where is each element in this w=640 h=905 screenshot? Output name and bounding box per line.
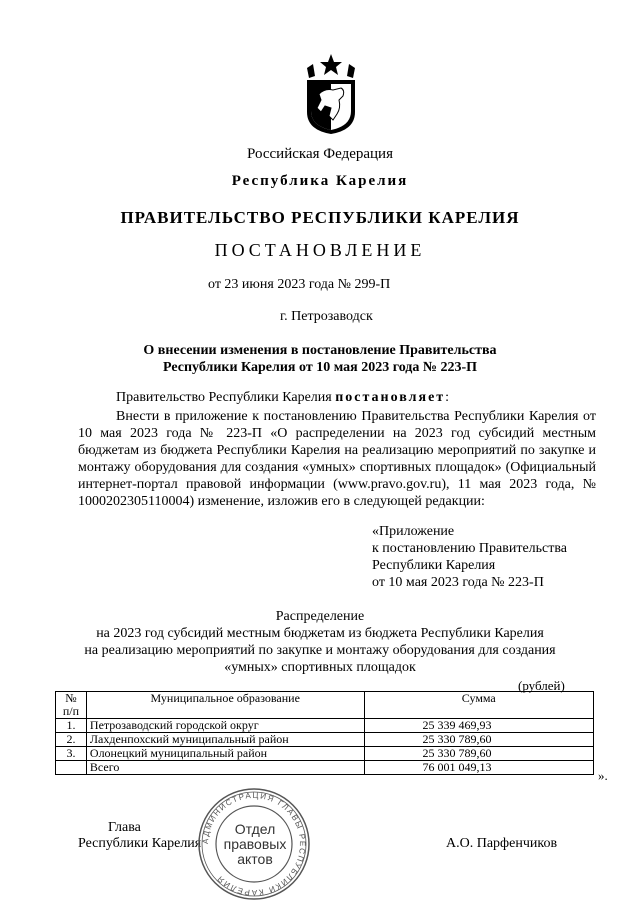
document-city: г. Петрозаводск bbox=[280, 309, 373, 324]
government-title: ПРАВИТЕЛЬСТВО РЕСПУБЛИКИ КАРЕЛИЯ bbox=[120, 208, 520, 227]
appendix-line-2: к постановлению Правительства bbox=[372, 541, 568, 556]
row-number: 1. bbox=[56, 719, 87, 733]
header-municipality: Муниципальное образование bbox=[86, 692, 364, 719]
row-sum: 25 330 789,60 bbox=[364, 733, 593, 747]
header-number: № п/п bbox=[56, 692, 87, 719]
stamp-center-text bbox=[220, 822, 290, 867]
row-sum: 25 339 469,93 bbox=[364, 719, 593, 733]
document-type: ПОСТАНОВЛЕНИЕ bbox=[214, 240, 426, 260]
distribution-title: Распределение bbox=[275, 609, 365, 624]
table-row bbox=[56, 733, 594, 747]
distribution-heading bbox=[0, 608, 640, 676]
row-municipality: Олонецкий муниципальный район bbox=[86, 747, 364, 761]
appendix-line-4: от 10 мая 2023 года № 223-П bbox=[372, 575, 544, 590]
row-number: 2. bbox=[56, 733, 87, 747]
appendix-line-1: «Приложение bbox=[372, 524, 455, 539]
row-number: 3. bbox=[56, 747, 87, 761]
total-label: Всего bbox=[86, 761, 364, 775]
closing-quote: ». bbox=[598, 768, 608, 783]
distribution-line-4: «умных» спортивных площадок bbox=[224, 660, 416, 675]
row-municipality: Лахденпохский муниципальный район bbox=[86, 733, 364, 747]
total-number-cell bbox=[56, 761, 87, 775]
row-municipality: Петрозаводский городской округ bbox=[86, 719, 364, 733]
main-paragraph: Внести в приложение к постановлению Правительства Республики Карелия от 10 мая 2023 года № 223-П «О распределении на 2023 год субсидий местным бюджетам из бюджета Республики Карелия на реализацию мероприятий по закупке и монтажу оборудования для создания «умных» спортивных площадок» (Официальный интернет-портал правовой информации (www.pravo.gov.ru), 11 мая 2023 года, № 1000202305110004) изменение, изложив его в следующей редакции: bbox=[78, 409, 596, 509]
intro-decree-word: постановляет bbox=[335, 390, 446, 405]
intro-prefix: Правительство Республики Карелия bbox=[116, 390, 336, 405]
document-subject bbox=[0, 342, 640, 376]
appendix-line-3: Республики Карелия bbox=[372, 558, 496, 573]
intro-paragraph bbox=[116, 390, 449, 406]
signatory-name: А.О. Парфенчиков bbox=[446, 836, 558, 851]
total-sum: 76 001 049,13 bbox=[364, 761, 593, 775]
stamp-line-1: Отдел bbox=[234, 821, 276, 837]
subject-line-2: Республики Карелия от 10 мая 2023 года № 223-П bbox=[162, 360, 478, 375]
table-row bbox=[56, 719, 594, 733]
table-header-row bbox=[56, 692, 594, 719]
republic-line: Республика Карелия bbox=[231, 173, 409, 189]
distribution-line-3: на реализацию мероприятий по закупке и монтажу оборудования для создания bbox=[84, 643, 556, 658]
table-total-row bbox=[56, 761, 594, 775]
signatory-title-2: Республики Карелия bbox=[78, 836, 202, 851]
row-sum: 25 330 789,60 bbox=[364, 747, 593, 761]
table-row bbox=[56, 747, 594, 761]
stamp-ring-text: АДМИНИСТРАЦИЯ ГЛАВЫ РЕСПУБЛИКИ КАРЕЛИЯ bbox=[200, 790, 308, 898]
intro-suffix: : bbox=[445, 390, 450, 405]
units-label: (рублей) bbox=[518, 678, 565, 693]
header-sum: Сумма bbox=[364, 692, 593, 719]
coat-of-arms-icon bbox=[301, 50, 361, 136]
stamp-line-2: правовых bbox=[223, 836, 287, 852]
distribution-line-2: на 2023 год субсидий местным бюджетам из бюджета Республики Карелия bbox=[96, 626, 544, 641]
distribution-table bbox=[55, 691, 594, 775]
signatory-title-1: Глава bbox=[108, 820, 141, 835]
document-date: от 23 июня 2023 года № 299-П bbox=[208, 277, 391, 292]
appendix-reference bbox=[372, 523, 567, 591]
subject-line-1: О внесении изменения в постановление Правительства bbox=[143, 343, 497, 358]
federation-line: Российская Федерация bbox=[247, 146, 393, 162]
stamp-line-3: актов bbox=[237, 851, 273, 867]
